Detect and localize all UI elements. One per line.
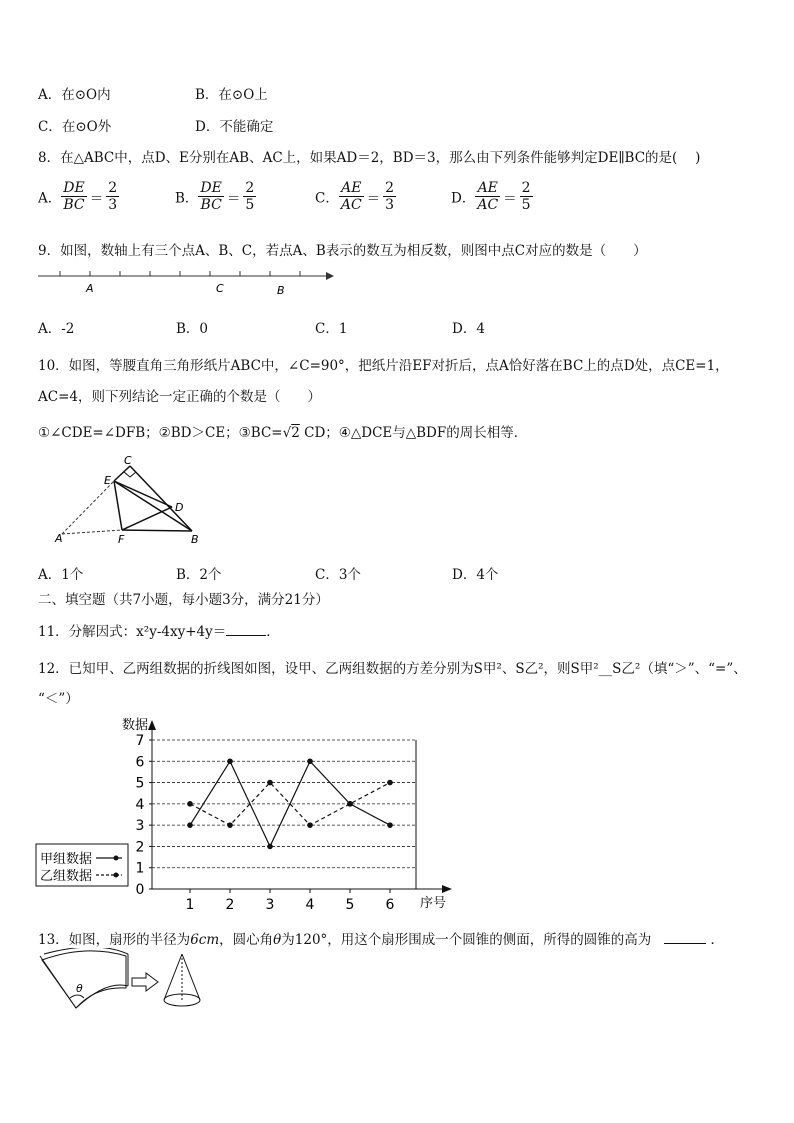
- data-point: [227, 822, 233, 828]
- y-tick-label: 2: [135, 839, 145, 856]
- y-tick-label: 4: [135, 796, 145, 813]
- x-tick-label: 4: [305, 897, 315, 912]
- label-b: B: [191, 533, 199, 546]
- q12-stem-line1: 12．已知甲、乙两组数据的折线图如图，设甲、乙两组数据的方差分别为S甲²、S乙²，则S甲²__S乙²（填“＞”、“=”、: [38, 661, 747, 677]
- q10-statement-part2: CD；④△DCE与△BDF的周长相等．: [304, 425, 528, 441]
- q13-text-c: 为120°，用这个扇形围成一个圆锥的侧面，所得的圆锥的高为: [281, 932, 652, 948]
- q8-option-label: C．: [315, 190, 339, 207]
- q7-option-c: C．在⊙O外: [38, 119, 112, 135]
- data-point: [267, 780, 273, 786]
- y-tick-label: 5: [135, 775, 145, 792]
- label-a: A: [55, 532, 63, 545]
- q8-fraction-right: $\frac{2}{3}$: [108, 180, 118, 213]
- sqrt-icon: √: [282, 425, 292, 441]
- q9-option-c: C．1: [315, 321, 348, 337]
- legend-marker: [114, 856, 119, 861]
- line-chart: [30, 712, 470, 912]
- q7-option-a: A．在⊙O内: [38, 87, 111, 103]
- legend-label: 甲组数据: [40, 852, 93, 867]
- number-line-figure: [30, 266, 340, 298]
- y-axis-arrow-icon: [148, 720, 156, 730]
- data-point: [387, 822, 393, 828]
- q13-text-b: ，圆心角: [219, 932, 274, 948]
- data-point: [187, 801, 193, 807]
- x-axis-arrow-icon: [442, 885, 452, 893]
- q13-radius: 6cm: [190, 932, 220, 948]
- folded-triangle-figure: [50, 454, 210, 546]
- q8-fraction-left: $\frac{AE}{AC}$: [340, 180, 362, 213]
- q8-option-a: [38, 180, 119, 213]
- x-tick-label: 5: [345, 897, 355, 912]
- y-tick-label: 1: [135, 860, 145, 877]
- y-tick-label: 0: [135, 882, 145, 898]
- q8-option-label: D．: [451, 190, 476, 207]
- data-point: [347, 801, 353, 807]
- q11-stem: [38, 620, 280, 640]
- q10-option-c: C．3个: [315, 567, 361, 583]
- q9-stem: 9．如图，数轴上有三个点A、B、C，若点A、B表示的数互为相反数，则图中点C对应的数是（ ）: [38, 243, 647, 259]
- q8-option-label: A．: [38, 190, 62, 207]
- q7-option-d: D．不能确定: [195, 119, 274, 135]
- q11-text: 11．分解因式：x²y-4xy+4y＝: [38, 624, 227, 640]
- sector-theta-label: θ: [76, 982, 83, 995]
- data-point: [307, 822, 313, 828]
- q9-option-b: B．0: [176, 321, 209, 337]
- q8-equals: ＝: [366, 190, 381, 207]
- q8-option-label: B．: [175, 190, 199, 207]
- data-point: [387, 780, 393, 786]
- q8-equals: ＝: [503, 190, 517, 207]
- y-tick-label: 7: [135, 733, 145, 749]
- q10-sqrt-value: 2: [291, 425, 300, 441]
- q10-option-d: D．4个: [452, 567, 499, 583]
- q12-stem-line2: “＜”）: [38, 691, 79, 707]
- q8-equals: ＝: [226, 190, 241, 207]
- q9-option-d: D．4: [452, 321, 485, 337]
- q11-tail: ．: [266, 624, 280, 640]
- label-f: F: [118, 533, 125, 546]
- label-e: E: [104, 474, 111, 487]
- x-tick-label: 3: [265, 897, 275, 912]
- q13-text-a: 13．如图，扇形的半径为: [38, 932, 191, 948]
- q8-options: [38, 180, 758, 220]
- data-point: [267, 844, 273, 850]
- q13-stem: [38, 928, 724, 948]
- q13-theta: θ: [273, 932, 282, 948]
- data-point: [227, 758, 233, 764]
- x-tick-label: 1: [185, 897, 195, 912]
- sector-cone-figure: [36, 948, 236, 1014]
- q10-stem-line2: AC=4，则下列结论一定正确的个数是（ ）: [38, 389, 321, 405]
- number-line-label-a: A: [86, 282, 94, 295]
- x-tick-label: 2: [225, 897, 235, 912]
- q8-fraction-right: $\frac{2}{5}$: [245, 180, 255, 213]
- number-line-ticks: [60, 271, 300, 276]
- number-line-label-b: B: [277, 284, 285, 297]
- y-tick-label: 3: [135, 818, 145, 835]
- q8-fraction-left: $\frac{DE}{BC}$: [63, 180, 85, 213]
- q7-option-b: B．在⊙O上: [195, 87, 268, 103]
- arrow-right-icon: [132, 973, 158, 991]
- x-axis-label: 序号: [420, 896, 447, 911]
- q8-option-c: [315, 180, 396, 213]
- data-point: [187, 822, 193, 828]
- number-line-label-c: C: [216, 282, 224, 295]
- x-tick-label: 6: [385, 897, 395, 912]
- q9-option-a: A．-2: [38, 321, 75, 337]
- section-heading-fill-in: 二、填空题（共7小题，每小题3分，满分21分）: [38, 592, 329, 608]
- q8-fraction-left: $\frac{DE}{BC}$: [200, 180, 222, 213]
- q11-answer-blank: [226, 623, 266, 636]
- q8-fraction-right: $\frac{2}{3}$: [385, 180, 395, 213]
- legend-marker: [114, 873, 119, 878]
- q10-option-a: A．1个: [38, 567, 84, 583]
- q8-fraction-left: $\frac{AE}{AC}$: [477, 180, 499, 213]
- q13-answer-blank: [664, 931, 706, 944]
- q8-stem: 8．在△ABC中，点D、E分别在AB、AC上，如果AD＝2，BD＝3，那么由下列条件能够判定DE∥BC的是( ): [38, 150, 701, 166]
- legend-label: 乙组数据: [40, 869, 93, 884]
- cone-icon: [164, 954, 200, 1006]
- q13-tail: ．: [710, 932, 724, 948]
- q8-equals: ＝: [89, 190, 104, 207]
- y-axis-label: 数据: [122, 718, 149, 733]
- number-line-arrow-icon: [326, 272, 334, 280]
- q8-option-d: [451, 180, 533, 213]
- y-tick-label: 6: [135, 754, 145, 771]
- q10-option-b: B．2个: [176, 567, 222, 583]
- label-d: D: [175, 501, 184, 514]
- q10-statement-part1: ①∠CDE=∠DFB；②BD＞CE；③BC=: [38, 425, 283, 441]
- q10-statements: [38, 421, 527, 441]
- q8-fraction-right: $\frac{2}{5}$: [521, 180, 531, 213]
- q8-option-b: [175, 180, 256, 213]
- q10-stem-line1: 10．如图，等腰直角三角形纸片ABC中，∠C=90°，把纸片沿EF对折后，点A恰好落在BC上的点D处，点CE=1，: [38, 358, 729, 374]
- label-c: C: [124, 454, 132, 467]
- data-point: [307, 758, 313, 764]
